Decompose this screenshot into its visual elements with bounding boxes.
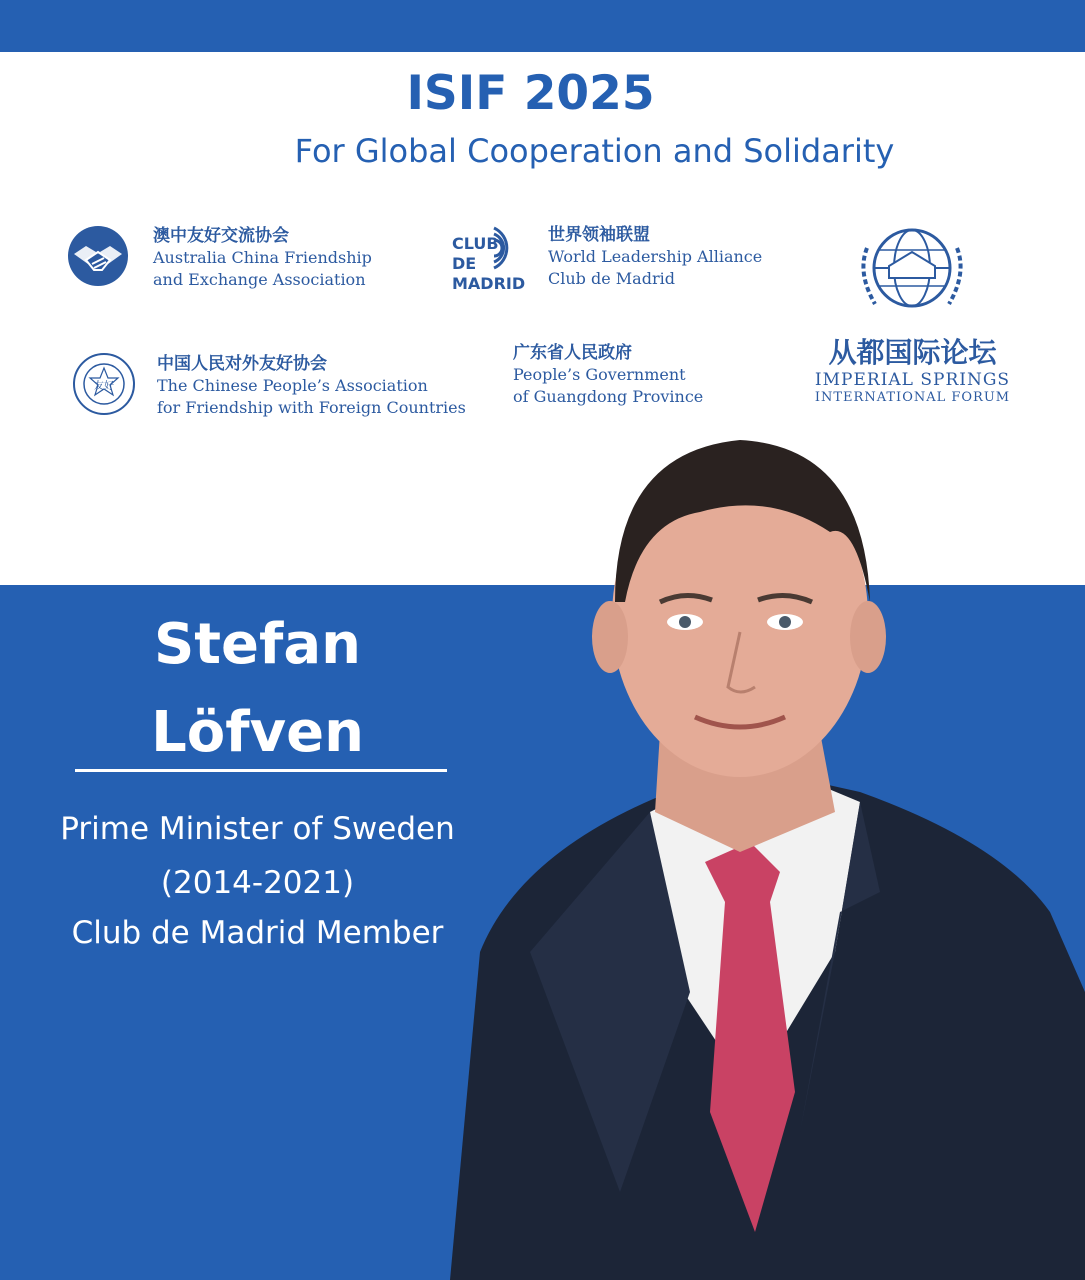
guangdong-en-line1: People’s Government [513, 365, 686, 384]
club-madrid-mark-line3: MADRID [452, 274, 526, 293]
imperial-springs-en-line2: INTERNATIONAL FORUM [814, 390, 1011, 405]
guangdong-cn-name: 广东省人民政府 [513, 343, 632, 363]
name-divider [75, 769, 447, 772]
cpaffc-en-line1: The Chinese People’s Association [157, 376, 428, 395]
club-madrid-arcs-icon [488, 222, 530, 274]
cpaffc-seal-text: 友好 [94, 381, 114, 392]
top-banner [0, 0, 1085, 52]
imperial-springs-en-line1: IMPERIAL SPRINGS [814, 370, 1011, 390]
acfea-en-line1: Australia China Friendship [153, 248, 372, 267]
speaker-role-line2: (2014-2021) [160, 865, 355, 901]
speaker-portrait [440, 432, 1085, 1280]
cpaffc-seal-icon [72, 352, 136, 416]
club-madrid-en-line2: Club de Madrid [548, 269, 675, 288]
cpaffc-cn-name: 中国人民对外友好协会 [157, 354, 327, 374]
club-madrid-mark-line1: CLUB [452, 234, 499, 253]
imperial-springs-cn-name: 从都国际论坛 [828, 336, 997, 369]
club-madrid-cn-name: 世界领袖联盟 [548, 225, 650, 245]
speaker-last-name: Löfven [151, 700, 364, 765]
cpaffc-en-line2: for Friendship with Foreign Countries [157, 398, 466, 417]
club-madrid-en-line1: World Leadership Alliance [548, 247, 763, 266]
event-subtitle: For Global Cooperation and Solidarity [294, 132, 895, 170]
globe-laurel-icon [853, 218, 971, 318]
handshake-icon [66, 224, 130, 288]
guangdong-logo [513, 342, 703, 408]
speaker-role-line1: Prime Minister of Sweden [60, 811, 455, 847]
acfea-en-line2: and Exchange Association [153, 270, 366, 289]
speaker-first-name: Stefan [153, 612, 362, 677]
event-title: ISIF 2025 [406, 66, 655, 121]
guangdong-en-line2: of Guangdong Province [513, 387, 704, 406]
club-madrid-mark-line2: DE [452, 254, 477, 273]
acfea-cn-name: 澳中友好交流协会 [153, 226, 289, 246]
speaker-role-line3: Club de Madrid Member [71, 915, 444, 951]
